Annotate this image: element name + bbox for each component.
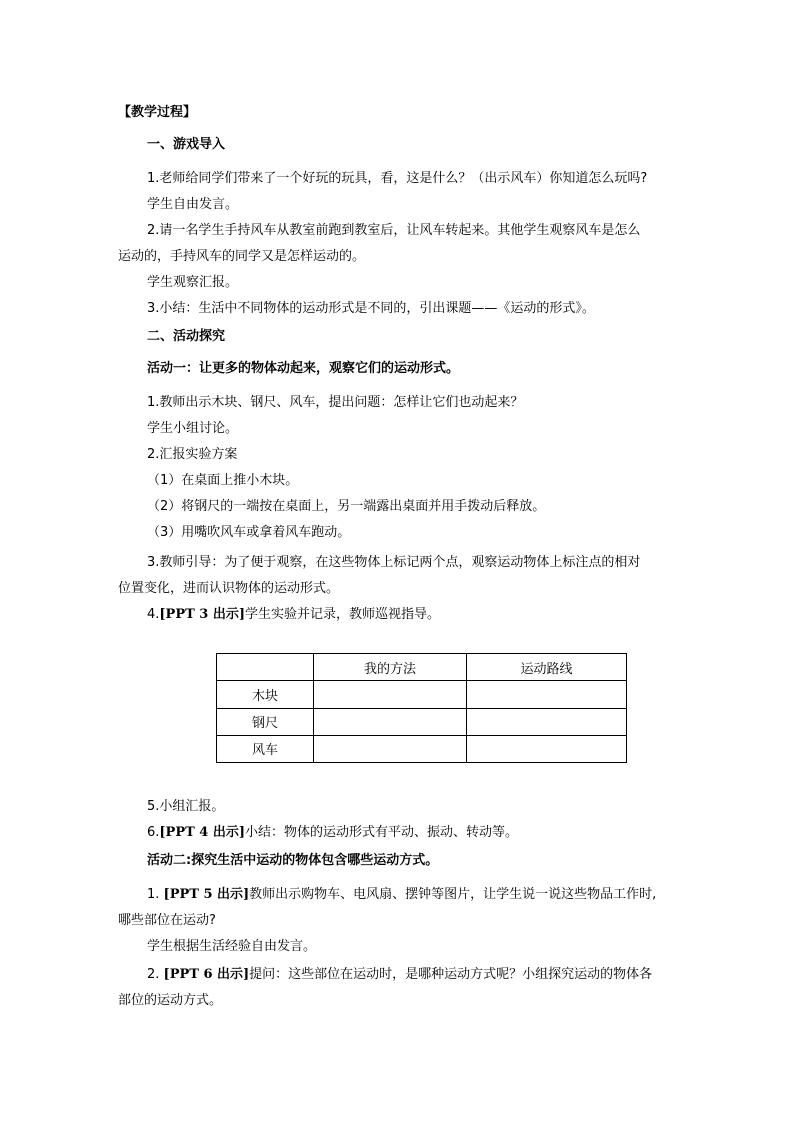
table-cell — [467, 708, 627, 735]
activity2-p1-text: 教师出示购物车、电风扇、摆钟等图片，让学生说一说这些物品工作时, — [249, 887, 657, 902]
activity1-p7b: 位置变化，进而认识物体的运动形式。 — [118, 581, 340, 596]
activity2-title: 活动二:探究生活中运动的物体包含哪些运动方式。 — [147, 853, 439, 868]
activity1-p6: （3）用嘴吹风车或拿着风车跑动。 — [147, 525, 351, 540]
table-cell — [314, 735, 467, 762]
activity1-p8-num: 4. — [147, 607, 160, 622]
ppt-tag: [PPT 6 出示] — [163, 967, 250, 982]
table-header-cell — [217, 654, 314, 681]
table-cell — [467, 681, 627, 708]
activity1-p3: 2.汇报实验方案 — [147, 447, 238, 462]
activity2-p3b: 部位的运动方式。 — [118, 993, 223, 1008]
section1-title: 一、游戏导入 — [147, 137, 226, 152]
table-row-label: 钢尺 — [217, 708, 314, 735]
activity2-p3-num: 2. — [147, 967, 160, 982]
ppt-tag: [PPT 4 出示] — [159, 825, 246, 840]
section1-p3b: 运动的，手持风车的同学又是怎样运动的。 — [118, 249, 366, 264]
activity1-p4: （1）在桌面上推小木块。 — [147, 473, 299, 488]
activity2-p1-num: 1. — [147, 887, 160, 902]
activity1-p10 — [147, 824, 518, 842]
section1-p1: 1.老师给同学们带来了一个好玩的玩具，看，这是什么？（出示风车）你知道怎么玩吗? — [147, 171, 648, 186]
activity1-p1: 1.教师出示木块、钢尺、风车，提出问题：怎样让它们也动起来？ — [147, 395, 524, 410]
activity1-p10-num: 6. — [147, 825, 160, 840]
activity2-p3-text: 提问：这些部位在运动时，是哪种运动方式呢？小组探究运动的物体各 — [249, 967, 653, 982]
table-cell — [314, 708, 467, 735]
activity1-p8 — [147, 606, 440, 624]
table-header-cell: 运动路线 — [467, 654, 627, 681]
activity1-p9: 5.小组汇报。 — [147, 799, 225, 814]
section1-p3a: 2.请一名学生手持风车从教室前跑到教室后，让风车转起来。其他学生观察风车是怎么 — [147, 223, 641, 238]
table-row-label: 木块 — [217, 681, 314, 708]
table-header-row — [217, 654, 627, 681]
activity1-p7a: 3.教师引导：为了便于观察，在这些物体上标记两个点，观察运动物体上标注点的相对 — [147, 555, 641, 570]
section1-p5: 3.小结：生活中不同物体的运动形式是不同的，引出课题——《运动的形式》。 — [147, 301, 595, 316]
table-row-label: 风车 — [217, 735, 314, 762]
table-cell — [314, 681, 467, 708]
activity1-title: 活动一：让更多的物体动起来，观察它们的运动形式。 — [147, 361, 460, 376]
activity1-p5: （2）将钢尺的一端按在桌面上，另一端露出桌面并用手拨动后释放。 — [147, 499, 546, 514]
activity2-p1 — [147, 886, 656, 904]
ppt-tag: [PPT 5 出示] — [163, 887, 250, 902]
activity1-p10-text: 小结：物体的运动形式有平动、振动、转动等。 — [245, 825, 519, 840]
activity1-p8-text: 学生实验并记录，教师巡视指导。 — [245, 607, 441, 622]
table-row — [217, 735, 627, 762]
heading: 【教学过程】 — [118, 105, 197, 120]
section1-p4: 学生观察汇报。 — [147, 275, 239, 290]
activity2-p3 — [147, 966, 652, 984]
table-header-cell: 我的方法 — [314, 654, 467, 681]
table-row — [217, 708, 627, 735]
experiment-record-table — [216, 653, 627, 763]
section1-p2: 学生自由发言。 — [147, 197, 239, 212]
activity2-p2: 学生根据生活经验自由发言。 — [147, 939, 317, 954]
table-cell — [467, 735, 627, 762]
table-row — [217, 681, 627, 708]
activity2-p1b: 哪些部位在运动? — [118, 913, 216, 928]
activity1-p2: 学生小组讨论。 — [147, 421, 239, 436]
ppt-tag: [PPT 3 出示] — [159, 607, 246, 622]
section2-title: 二、活动探究 — [147, 329, 226, 344]
